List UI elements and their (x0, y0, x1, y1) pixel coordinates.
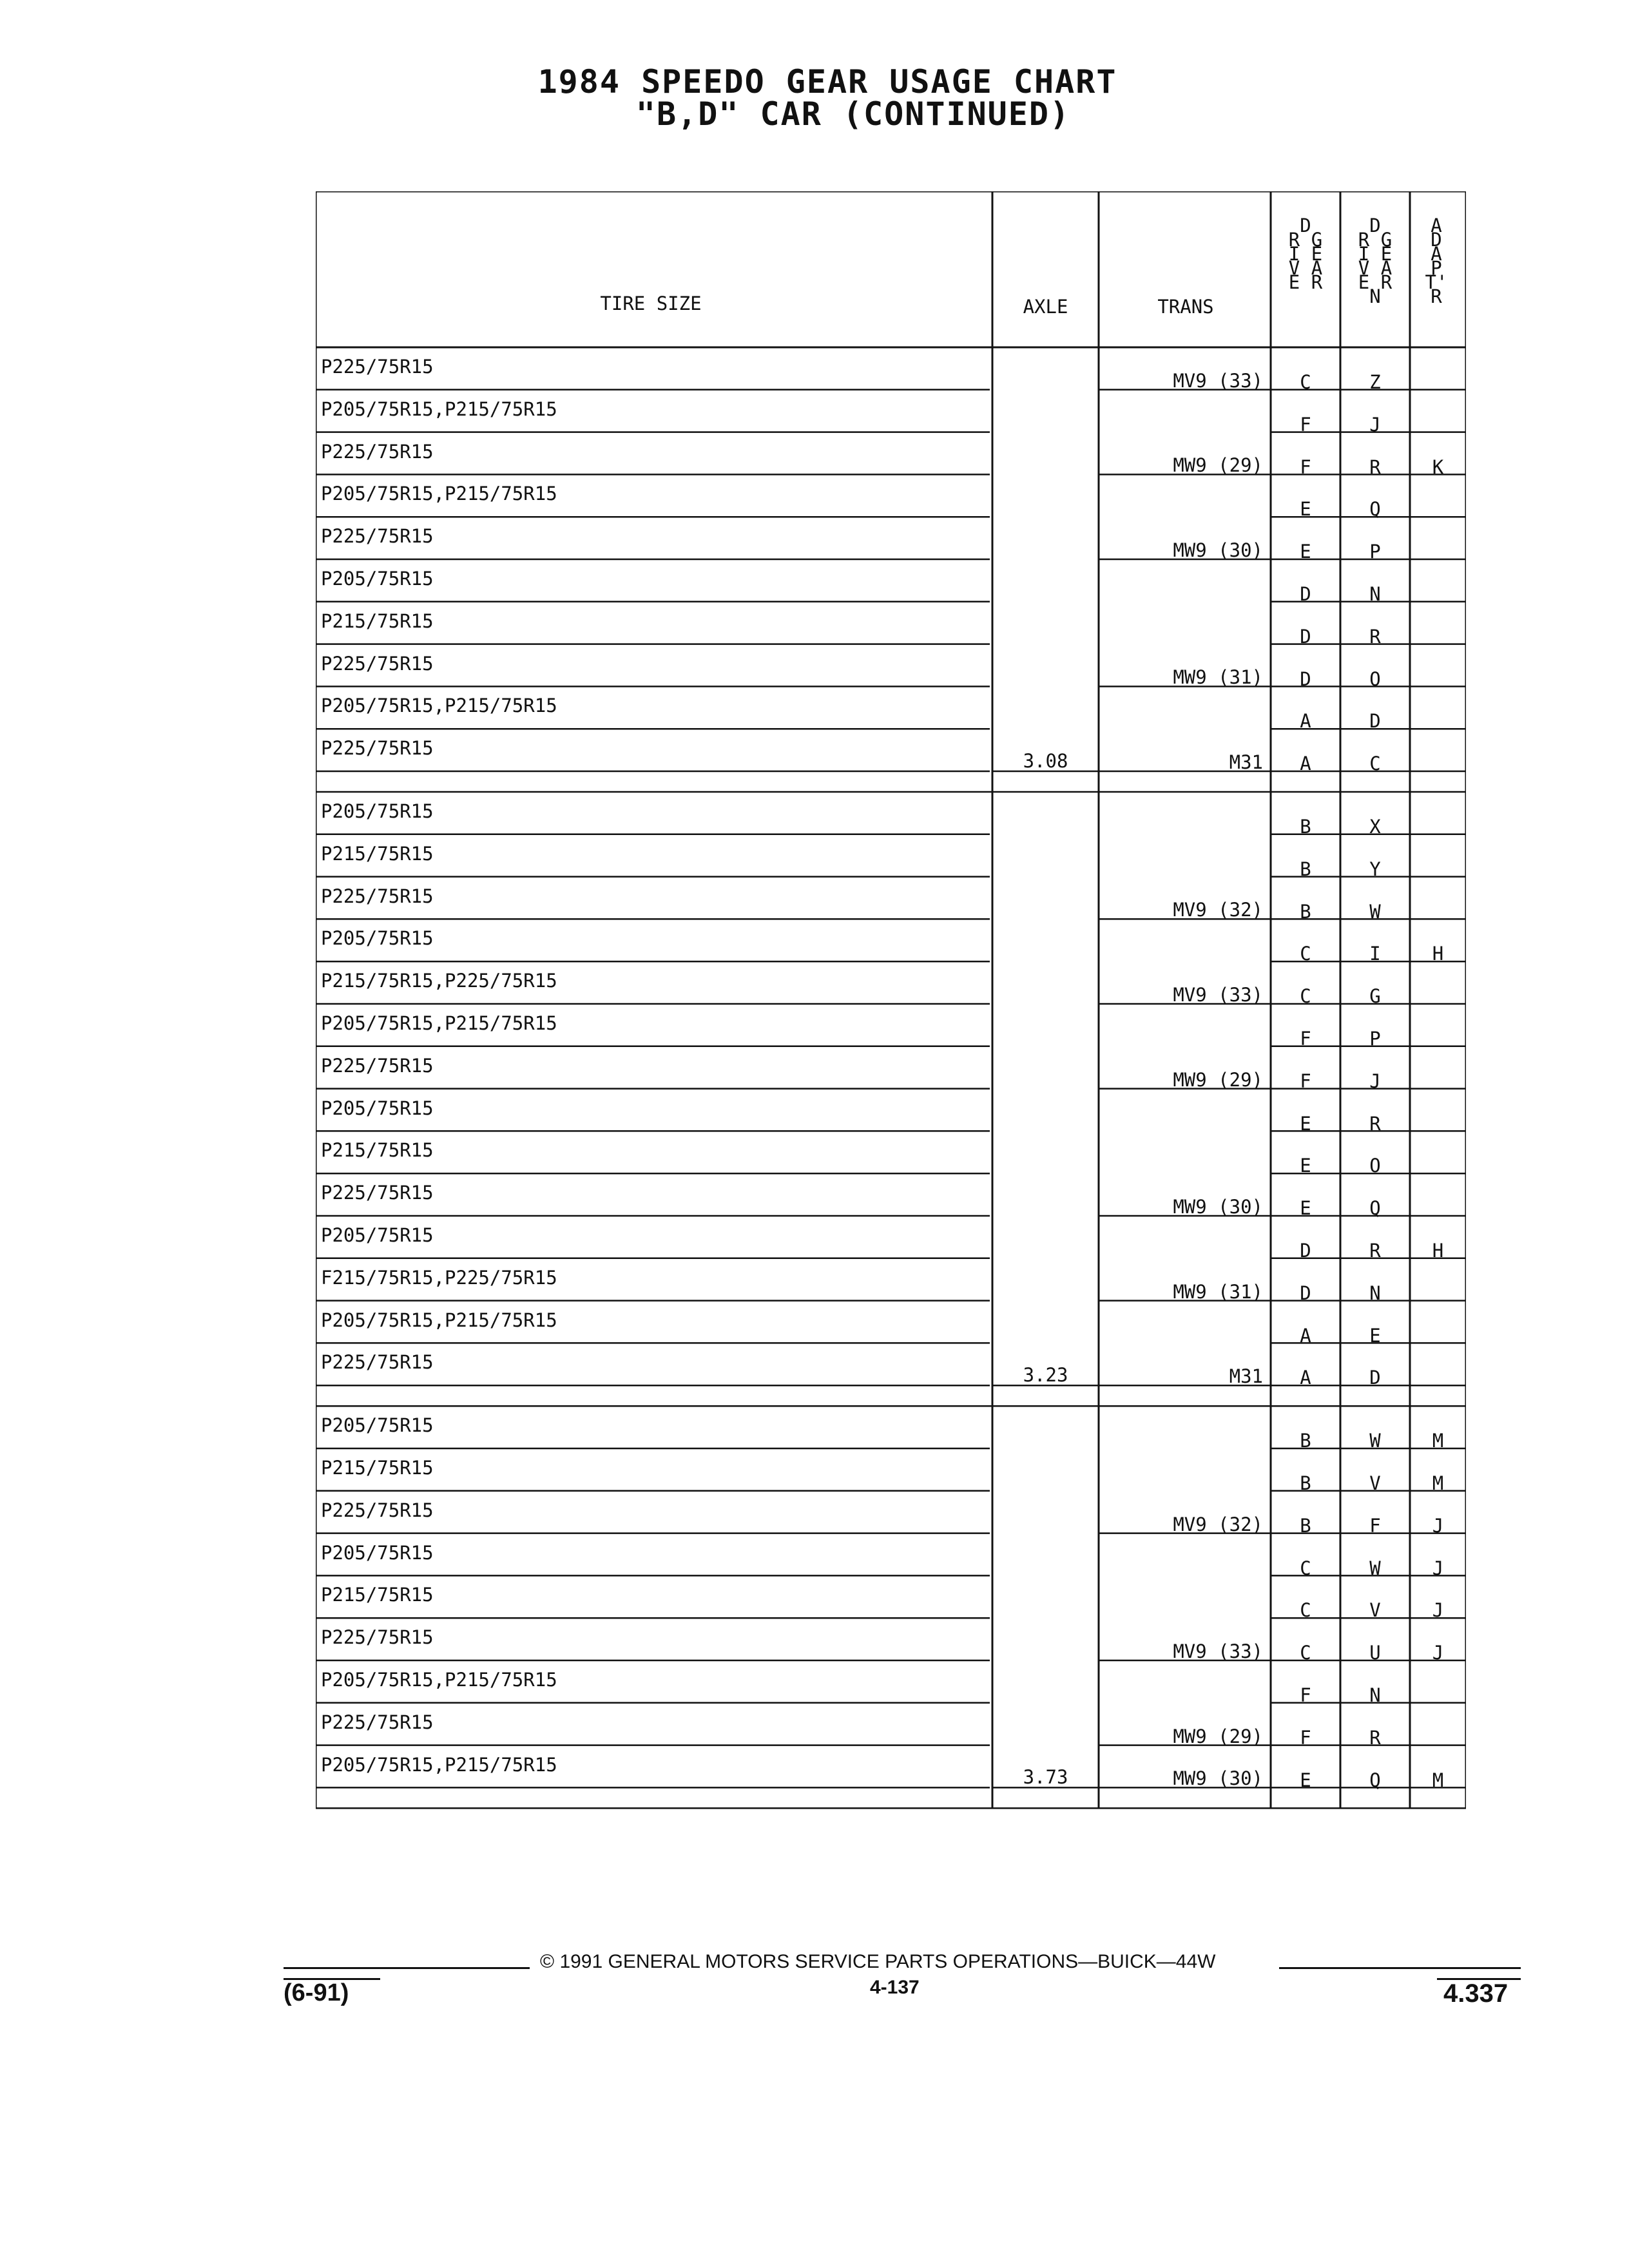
driven-gear-cell: E (1369, 1324, 1381, 1347)
adapter-cell: M (1432, 1769, 1444, 1791)
axle-cell: 3.73 (1023, 1766, 1068, 1789)
drive-gear-cell: D (1300, 583, 1311, 605)
axle-cell: 3.23 (1023, 1364, 1068, 1387)
trans-cell: MW9 (29) (1173, 454, 1263, 477)
drive-gear-cell: B (1300, 900, 1311, 923)
tire-size-cell: P225/75R15 (321, 356, 434, 378)
driven-gear-cell: V (1369, 1472, 1381, 1494)
tire-size-cell: P205/75R15,P215/75R15 (321, 1753, 557, 1776)
tire-size-cell: P225/75R15 (321, 440, 434, 463)
drive-gear-cell: E (1300, 498, 1311, 521)
drive-gear-cell: F (1300, 1070, 1311, 1092)
tire-size-cell: P215/75R15 (321, 1139, 434, 1162)
tire-size-cell: P225/75R15 (321, 1182, 434, 1204)
tire-size-cell: P205/75R15 (321, 1541, 434, 1564)
trans-cell: MV9 (33) (1173, 1640, 1263, 1662)
footer-rule-left (284, 1967, 530, 1969)
driven-gear-cell: U (1369, 1642, 1381, 1664)
driven-gear-cell: W (1369, 1430, 1381, 1452)
tire-size-cell: P205/75R15 (321, 568, 434, 590)
driven-gear-cell: C (1369, 753, 1381, 775)
driven-gear-cell: X (1369, 816, 1381, 838)
header-axle: AXLE (1023, 296, 1068, 318)
tire-size-cell: P225/75R15 (321, 1626, 434, 1649)
adapter-cell: J (1432, 1599, 1444, 1622)
trans-cell: MV9 (32) (1173, 899, 1263, 921)
driven-gear-cell: N (1369, 583, 1381, 605)
drive-gear-cell: A (1300, 1324, 1311, 1347)
trans-cell: MW9 (30) (1173, 1196, 1263, 1218)
drive-gear-cell: B (1300, 1430, 1311, 1452)
drive-gear-cell: C (1300, 371, 1311, 393)
drive-gear-cell: E (1300, 1197, 1311, 1220)
trans-cell: MV9 (32) (1173, 1513, 1263, 1535)
tire-size-cell: P215/75R15,P225/75R15 (321, 970, 557, 992)
trans-cell: MV9 (33) (1173, 369, 1263, 392)
header-trans: TRANS (1157, 296, 1214, 318)
driven-gear-cell: Q (1369, 1769, 1381, 1791)
drive-gear-cell: F (1300, 413, 1311, 436)
footer-page-number: 4.337 (1443, 1979, 1509, 2008)
trans-cell: MV9 (33) (1173, 984, 1263, 1006)
adapter-cell: M (1432, 1430, 1444, 1452)
header-adapter: A D A P T' R (1425, 215, 1448, 307)
driven-gear-cell: Y (1369, 858, 1381, 880)
header-driven-gear: D R G I E V A E R N (1358, 215, 1393, 307)
driven-gear-cell: R (1369, 1726, 1381, 1749)
drive-gear-cell: C (1300, 1557, 1311, 1579)
drive-gear-cell: C (1300, 943, 1311, 965)
tire-size-cell: P205/75R15,P215/75R15 (321, 483, 557, 505)
drive-gear-cell: E (1300, 1769, 1311, 1791)
driven-gear-cell: R (1369, 456, 1381, 478)
tire-size-cell: P225/75R15 (321, 1351, 434, 1374)
tire-size-cell: P225/75R15 (321, 1499, 434, 1521)
tire-size-cell: P205/75R15,P215/75R15 (321, 398, 557, 420)
drive-gear-cell: F (1300, 1028, 1311, 1050)
adapter-cell: J (1432, 1514, 1444, 1537)
driven-gear-cell: N (1369, 1684, 1381, 1706)
tire-size-cell: P205/75R15 (321, 927, 434, 950)
drive-gear-cell: D (1300, 625, 1311, 648)
drive-gear-cell: D (1300, 1282, 1311, 1304)
trans-cell: MW9 (30) (1173, 539, 1263, 561)
drive-gear-cell: A (1300, 1367, 1311, 1389)
driven-gear-cell: Z (1369, 371, 1381, 393)
driven-gear-cell: P (1369, 1028, 1381, 1050)
drive-gear-cell: C (1300, 1599, 1311, 1622)
drive-gear-cell: C (1300, 985, 1311, 1008)
trans-cell: MW9 (31) (1173, 666, 1263, 689)
page-title: 1984 SPEEDO GEAR USAGE CHART (537, 63, 1117, 101)
drive-gear-cell: A (1300, 710, 1311, 733)
driven-gear-cell: P (1369, 541, 1381, 563)
drive-gear-cell: B (1300, 1514, 1311, 1537)
adapter-cell: K (1432, 456, 1444, 478)
tire-size-cell: P205/75R15 (321, 1414, 434, 1437)
driven-gear-cell: O (1369, 1155, 1381, 1177)
tire-size-cell: P225/75R15 (321, 737, 434, 760)
driven-gear-cell: R (1369, 1112, 1381, 1135)
driven-gear-cell: Q (1369, 498, 1381, 521)
driven-gear-cell: D (1369, 710, 1381, 733)
header-tire-size: TIRE SIZE (600, 293, 702, 314)
driven-gear-cell: N (1369, 1282, 1381, 1304)
tire-size-cell: P205/75R15,P215/75R15 (321, 1309, 557, 1331)
footer-copyright: © 1991 GENERAL MOTORS SERVICE PARTS OPERATIONS—BUICK—44W (540, 1951, 1216, 1972)
tire-size-cell: P215/75R15 (321, 1584, 434, 1606)
adapter-cell: J (1432, 1642, 1444, 1664)
tire-size-cell: P225/75R15 (321, 652, 434, 675)
axle-cell: 3.08 (1023, 750, 1068, 772)
tire-size-cell: P205/75R15,P215/75R15 (321, 1669, 557, 1691)
drive-gear-cell: F (1300, 1726, 1311, 1749)
driven-gear-cell: R (1369, 625, 1381, 648)
tire-size-cell: P225/75R15 (321, 885, 434, 907)
trans-cell: MW9 (29) (1173, 1068, 1263, 1091)
tire-size-cell: P205/75R15 (321, 800, 434, 822)
driven-gear-cell: G (1369, 985, 1381, 1008)
drive-gear-cell: F (1300, 1684, 1311, 1706)
adapter-cell: J (1432, 1557, 1444, 1579)
tire-size-cell: P205/75R15 (321, 1224, 434, 1246)
tire-size-cell: P205/75R15,P215/75R15 (321, 695, 557, 717)
drive-gear-cell: E (1300, 1155, 1311, 1177)
driven-gear-cell: O (1369, 668, 1381, 690)
adapter-cell: H (1432, 943, 1444, 965)
driven-gear-cell: D (1369, 1367, 1381, 1389)
page-subtitle: "B,D" CAR (CONTINUED) (635, 95, 1071, 133)
tire-size-cell: P205/75R15,P215/75R15 (321, 1012, 557, 1034)
header-drive-gear: D R G I E V A E R (1288, 215, 1323, 293)
adapter-cell: H (1432, 1240, 1444, 1262)
drive-gear-cell: B (1300, 858, 1311, 880)
drive-gear-cell: E (1300, 1112, 1311, 1135)
trans-cell: MW9 (31) (1173, 1280, 1263, 1303)
drive-gear-cell: D (1300, 668, 1311, 690)
tire-size-cell: P225/75R15 (321, 525, 434, 548)
driven-gear-cell: V (1369, 1599, 1381, 1622)
driven-gear-cell: J (1369, 413, 1381, 436)
drive-gear-cell: A (1300, 753, 1311, 775)
tire-size-cell: P215/75R15 (321, 610, 434, 632)
tire-size-cell: P205/75R15 (321, 1097, 434, 1119)
speedo-gear-table (316, 191, 1466, 1809)
driven-gear-cell: W (1369, 900, 1381, 923)
driven-gear-cell: F (1369, 1514, 1381, 1537)
drive-gear-cell: B (1300, 816, 1311, 838)
drive-gear-cell: F (1300, 456, 1311, 478)
driven-gear-cell: W (1369, 1557, 1381, 1579)
trans-cell: M31 (1229, 751, 1263, 773)
drive-gear-cell: D (1300, 1240, 1311, 1262)
trans-cell: M31 (1229, 1365, 1263, 1388)
footer-page-sub: 4-137 (870, 1977, 920, 1998)
tire-size-cell: P225/75R15 (321, 1711, 434, 1733)
trans-cell: MW9 (29) (1173, 1725, 1263, 1747)
trans-cell: MW9 (30) (1173, 1767, 1263, 1790)
tire-size-cell: P215/75R15 (321, 842, 434, 865)
driven-gear-cell: R (1369, 1240, 1381, 1262)
drive-gear-cell: E (1300, 541, 1311, 563)
adapter-cell: M (1432, 1472, 1444, 1494)
footer-rule-right (1279, 1967, 1521, 1969)
tire-size-cell: F215/75R15,P225/75R15 (321, 1266, 557, 1289)
tire-size-cell: P215/75R15 (321, 1457, 434, 1479)
driven-gear-cell: I (1369, 943, 1381, 965)
tire-size-cell: P225/75R15 (321, 1054, 434, 1077)
drive-gear-cell: B (1300, 1472, 1311, 1494)
footer-date-code: (6-91) (284, 1979, 349, 2006)
drive-gear-cell: C (1300, 1642, 1311, 1664)
driven-gear-cell: Q (1369, 1197, 1381, 1220)
driven-gear-cell: J (1369, 1070, 1381, 1092)
